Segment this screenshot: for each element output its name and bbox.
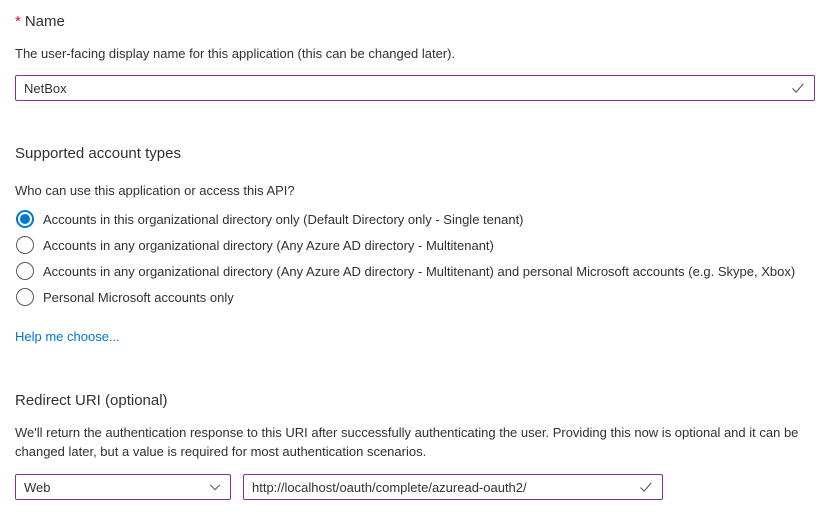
required-asterisk: *	[15, 13, 21, 30]
name-input[interactable]	[16, 76, 790, 100]
radio-button[interactable]	[16, 288, 34, 306]
name-section	[15, 12, 815, 101]
radio-label: Personal Microsoft accounts only	[43, 289, 234, 305]
redirect-uri-description: We'll return the authentication response to this URI after successfully authenticating the user. Providing this now is optional and it can be changed later, but a value is required for most authentication scenarios.	[15, 425, 799, 459]
radio-button[interactable]	[16, 236, 34, 254]
redirect-uri-title: Redirect URI (optional)	[15, 392, 168, 409]
name-input-container	[15, 75, 815, 101]
redirect-uri-input[interactable]	[244, 475, 638, 499]
checkmark-icon	[790, 80, 806, 96]
radio-option-multitenant[interactable]	[15, 232, 815, 258]
checkmark-icon	[638, 479, 654, 495]
name-section-title	[15, 12, 815, 32]
redirect-uri-section	[15, 391, 815, 500]
help-me-choose-link[interactable]: Help me choose...	[15, 329, 120, 344]
platform-select[interactable]	[15, 474, 231, 500]
radio-button[interactable]	[16, 262, 34, 280]
redirect-uri-input-container	[243, 474, 663, 500]
name-description: The user-facing display name for this application (this can be changed later).	[15, 46, 456, 61]
radio-option-single-tenant[interactable]	[15, 206, 815, 232]
radio-label: Accounts in any organizational directory (Any Azure AD directory - Multitenant) and personal Microsoft accounts (e.g. Skype, Xbox)	[43, 263, 796, 279]
radio-option-personal-only[interactable]	[15, 284, 815, 310]
account-types-title: Supported account types	[15, 145, 181, 162]
account-types-section	[15, 144, 815, 346]
account-types-question: Who can use this application or access this API?	[15, 183, 295, 198]
platform-select-value: Web	[24, 479, 51, 495]
radio-option-multitenant-personal[interactable]	[15, 258, 815, 284]
chevron-down-icon	[208, 480, 222, 494]
radio-label: Accounts in this organizational directory only (Default Directory only - Single tenant)	[43, 211, 524, 227]
radio-button[interactable]	[16, 210, 34, 228]
name-title-text: Name	[24, 13, 65, 30]
redirect-uri-controls	[15, 474, 815, 500]
account-types-radio-group	[15, 206, 815, 310]
radio-label: Accounts in any organizational directory (Any Azure AD directory - Multitenant)	[43, 237, 494, 253]
